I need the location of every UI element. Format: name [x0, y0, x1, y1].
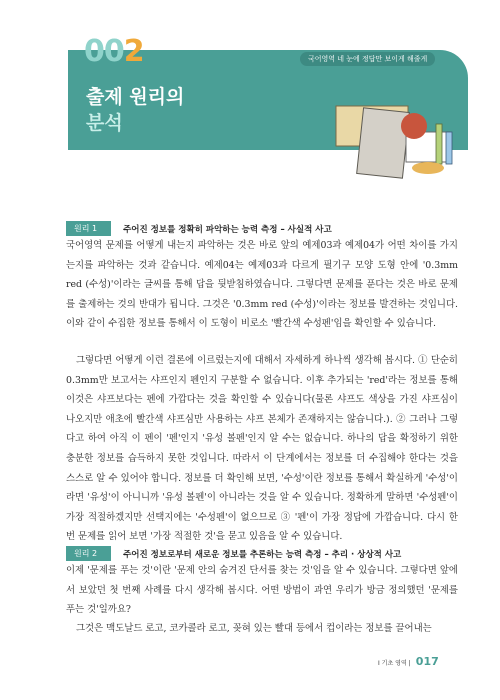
section-1-heading — [66, 221, 332, 236]
pen-shape — [446, 132, 452, 164]
page-subtitle: 분석 — [86, 112, 123, 134]
page-title: 출제 원리의 — [86, 86, 185, 108]
chapter-number — [84, 34, 144, 69]
section-1-paragraph-1: 국어영역 문제를 어떻게 내는지 파악하는 것은 바로 앞의 예제03과 예제04가 어떤 차이를 가지는지를 파악하는 것과 같습니다. 예제04는 예제03과 다르게 필기구 모양 도형 안에 '0.3mm red (수성)'이라는 글씨를 통해 답을 뒷받침하였습니다. 그렇다면 문제를 푼다는 것은 바로 문제를 출제하는 것의 반대가 됩니다. 그것은 '0.3mm red (수성)'이라는 정보를 발견하는 것입니다. 이와 같이 수집한 정보를 통해서 이 도형이 비로소 '빨간색 수성펜'임을 확인할 수 있습니다. — [66, 240, 458, 330]
footer-section-label: I 기초 영역 | — [378, 660, 411, 667]
ball-shape — [401, 113, 427, 139]
page-footer — [378, 650, 439, 669]
section-1-badge: 원리 1 — [66, 221, 111, 236]
tape-shape — [412, 162, 444, 174]
section-1-paragraph-2: 그렇다면 어떻게 이런 결론에 이르렀는지에 대해서 자세하게 하나씩 생각해 봅시다. ① 단순히 0.3mm만 보고서는 샤프인지 펜인지 구분할 수 없습니다. 이후 추가되는 'red'라는 정보를 통해 이것은 샤프보다는 펜에 가깝다는 것을 확인할 수 있습니다(물론 샤프도 색상을 가진 샤프심이 나오지만 애초에 빨간색 샤프심만 사용하는 샤프 본체가 존재하지는 않습니다.). ② 그러나 그렇다고 하여 아직 이 펜이 '펜'인지 '유성 볼펜'인지 알 수는 없습니다. 하나의 답을 확정하기 위한 충분한 정보를 습득하지 못한 것입니다. 따라서 이 단계에서는 정보를 더 수집해야 한다는 것을 스스로 알 수 있어야 합니다. 정보를 더 확인해 보면, '수성'이란 정보를 통해서 확실하게 '수성'이라면 '유성'이 아니니까 '유성 볼펜'이 아니라는 것을 알 수 있습니다. 정확하게 말하면 '수성펜'이 가장 적절하겠지만 선택지에는 '수성펜'이 없으므로 ③ '펜'이 가장 정답에 가깝습니다. 다시 한 번 문제를 읽어 보면 '가장 적절한 것'을 묻고 있음을 알 수 있습니다. — [66, 355, 458, 543]
section-2-paragraph-1: 이제 '문제를 푸는 것'이란 '문제 안의 숨겨진 단서를 찾는 것'임을 알 수 있습니다. 그렇다면 앞에서 보았던 첫 번째 사례를 다시 생각해 봅시다. 어떤 방법이 과연 우리가 방금 정의했던 '문제를 푸는 것'일까요? — [66, 565, 458, 616]
chapter-number-last: 2 — [123, 34, 144, 69]
page-number: 017 — [415, 655, 439, 668]
pencil-shape — [436, 124, 442, 164]
box-shape — [357, 108, 410, 178]
chapter-number-prefix: 00 — [84, 34, 124, 69]
section-2-paragraph-2: 그것은 맥도날드 로고, 코카콜라 로고, 꽂혀 있는 빨대 등에서 컵이라는 정보를 끌어내는 — [76, 623, 432, 634]
section-2-badge: 원리 2 — [66, 546, 111, 561]
book-tagline: 국어영역 네 눈에 정답만 보이게 해줄게 — [300, 52, 435, 66]
section-2-heading — [66, 546, 401, 561]
stationery-illustration — [318, 88, 468, 180]
section-2-title: 주어진 정보로부터 새로운 정보를 추론하는 능력 측정 – 추리 · 상상적 사고 — [123, 549, 402, 560]
section-1-title: 주어진 정보를 정확히 파악하는 능력 측정 – 사실적 사고 — [123, 224, 332, 235]
